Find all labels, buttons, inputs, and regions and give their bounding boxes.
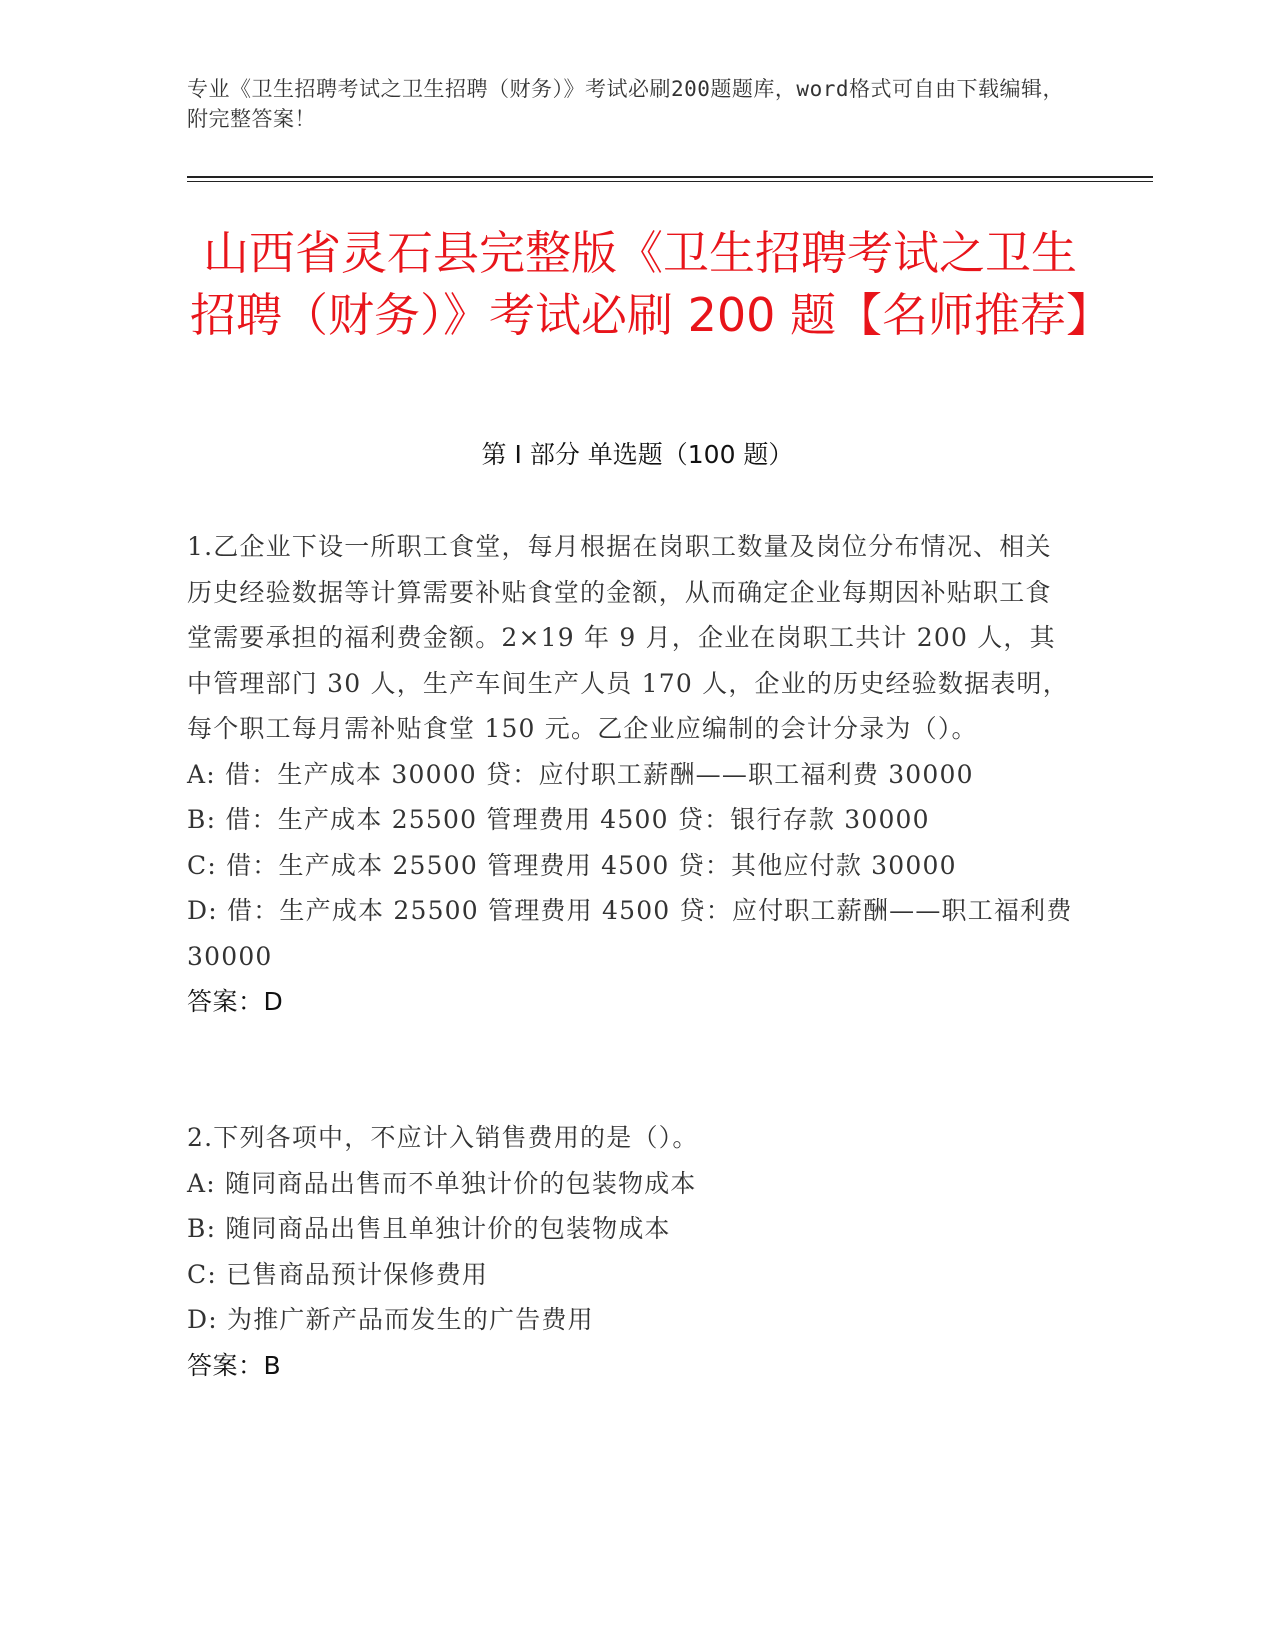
answer: 答案：D: [187, 987, 284, 1016]
option-b: B: 随同商品出售且单独计价的包装物成本: [187, 1214, 671, 1243]
section-heading: 第 I 部分 单选题（100 题）: [481, 440, 794, 469]
option-b: B: 借：生产成本 25500 管理费用 4500 贷：银行存款 30000: [187, 805, 930, 834]
header-divider: [187, 176, 1153, 178]
option-a: A: 随同商品出售而不单独计价的包装物成本: [187, 1168, 697, 1198]
option-d: D: 为推广新产品而发生的广告费用: [187, 1305, 594, 1334]
question-stem: 2.下列各项中，不应计入销售费用的是（）。: [187, 1123, 699, 1152]
question-1: [187, 524, 1077, 1025]
question-stem: 1.乙企业下设一所职工食堂，每月根据在岗职工数量及岗位分布情况、相关历史经验数据等计算需要补贴食堂的金额，从而确定企业每期因补贴职工食堂需要承担的福利费金额。2×19 年 9 月，企业在岗职工共计 200 人，其中管理部门 30 人，生产车间生产人员 170 人，企业的历史经验数据表明，每个职工每月需补贴食堂 150 元。乙企业应编制的会计分录为（）。: [187, 532, 1069, 743]
header-divider-thin: [187, 181, 1153, 182]
option-d: D: 借：生产成本 25500 管理费用 4500 贷：应付职工薪酬——职工福利费 30000: [187, 896, 1073, 971]
question-2: [187, 1115, 1077, 1388]
document-title: 山西省灵石县完整版《卫生招聘考试之卫生招聘（财务）》考试必刷 200 题【名师推荐】: [190, 226, 1113, 342]
option-c: C: 已售商品预计保修费用: [187, 1259, 489, 1289]
option-c: C: 借：生产成本 25500 管理费用 4500 贷：其他应付款 30000: [187, 850, 957, 880]
header-note: 专业《卫生招聘考试之卫生招聘（财务）》考试必刷200题题库，word格式可自由下载编辑，附完整答案！: [187, 77, 1064, 131]
option-a: A: 借：生产成本 30000 贷：应付职工薪酬——职工福利费 30000: [187, 759, 974, 789]
answer: 答案：B: [187, 1350, 282, 1380]
